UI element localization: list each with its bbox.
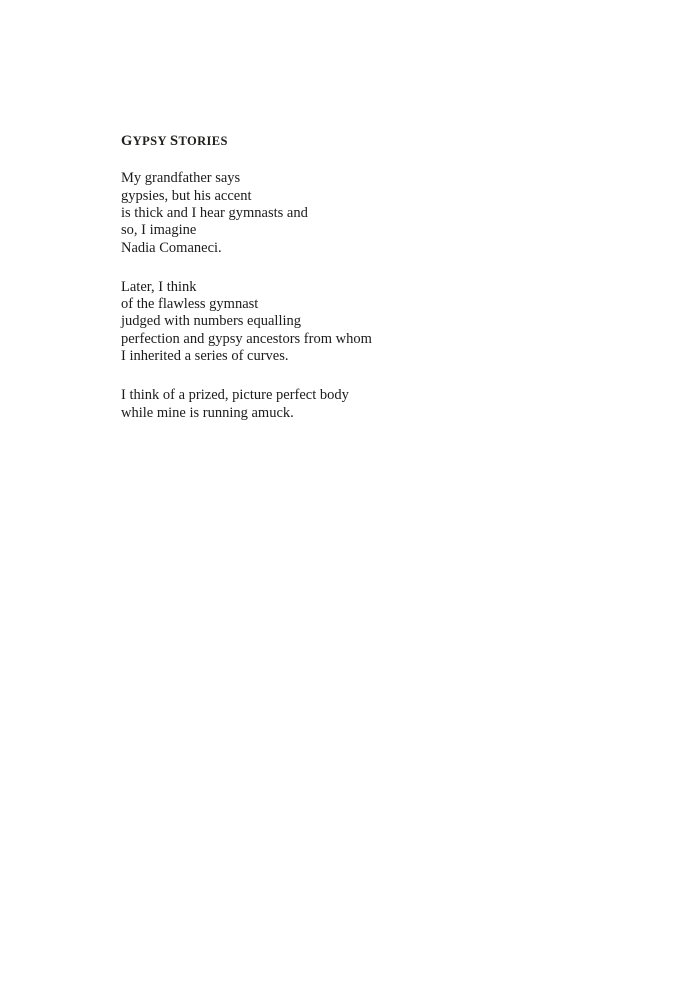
poem-title-initial-g: G bbox=[121, 133, 133, 149]
poem-line: of the flawless gymnast bbox=[121, 296, 259, 313]
poem-line: judged with numbers equalling bbox=[121, 313, 302, 330]
poem-title-initial-s: S bbox=[170, 133, 179, 149]
poem-line: Later, I think bbox=[121, 278, 197, 295]
poem-line: while mine is running amuck. bbox=[121, 404, 294, 421]
poem-line: Nadia Comaneci. bbox=[121, 239, 222, 256]
stanza bbox=[121, 279, 541, 365]
poem-title bbox=[121, 133, 541, 150]
poem-line: perfection and gypsy ancestors from whom bbox=[121, 330, 372, 347]
poem-title-tories: TORIES bbox=[178, 134, 228, 148]
poem-line: My grandfather says bbox=[121, 170, 241, 187]
poem-body bbox=[121, 133, 541, 422]
poem-line: is thick and I hear gymnasts and bbox=[121, 204, 308, 221]
stanza bbox=[121, 387, 541, 422]
poem-line: I think of a prized, picture perfect body bbox=[121, 387, 349, 404]
poem-line: I inherited a series of curves. bbox=[121, 348, 289, 365]
poem-line: so, I imagine bbox=[121, 222, 197, 239]
stanza bbox=[121, 170, 541, 256]
poem-line: gypsies, but his accent bbox=[121, 187, 252, 204]
poem-title-ypsy: YPSY bbox=[132, 134, 167, 148]
